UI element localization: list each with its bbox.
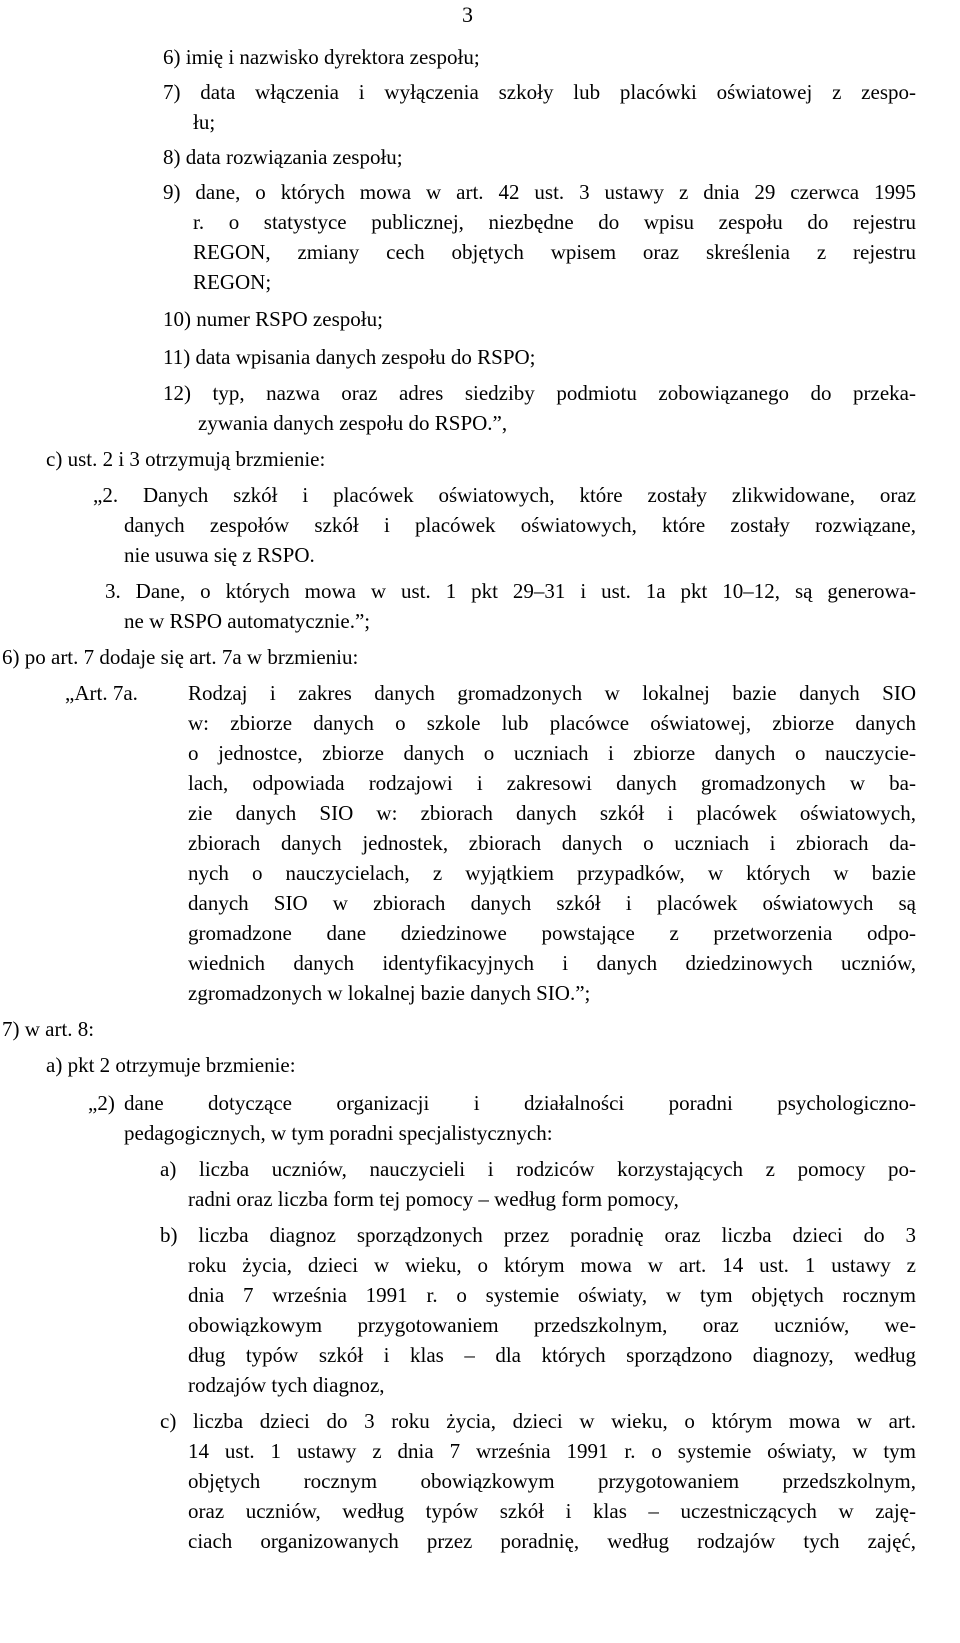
text-line: radni oraz liczba form tej pomocy – według form pomocy, <box>188 1187 679 1211</box>
text-line: r. o statystyce publicznej, niezbędne do wpisu zespołu do rejestru <box>193 210 916 234</box>
text-line: „2. Danych szkół i placówek oświatowych, które zostały zlikwidowane, oraz <box>93 483 916 507</box>
text-line: oraz uczniów, według typów szkół i klas – uczestniczących w zaję- <box>188 1499 916 1523</box>
text-line: gromadzone dane dziedzinowe powstające z przetworzenia odpo- <box>188 921 916 945</box>
text-line: 6) po art. 7 dodaje się art. 7a w brzmieniu: <box>2 645 359 669</box>
text-line: wiednich danych identyfikacyjnych i danych dziedzinowych uczniów, <box>188 951 916 975</box>
text-line: 7) w art. 8: <box>2 1017 95 1041</box>
text-line: c) ust. 2 i 3 otrzymują brzmienie: <box>46 447 326 471</box>
text-line: a) liczba uczniów, nauczycieli i rodziców korzystających z pomocy po- <box>160 1157 916 1181</box>
text-line: lach, odpowiada rodzajowi i zakresowi danych gromadzonych w ba- <box>188 771 916 795</box>
text-line: pedagogicznych, w tym poradni specjalistycznych: <box>124 1121 553 1145</box>
text-line: łu; <box>193 110 216 134</box>
text-line: zbiorach danych jednostek, zbiorach danych o uczniach i zbiorach da- <box>188 831 916 855</box>
text-line: „Art. 7a. <box>65 681 138 705</box>
text-line: dane dotyczące organizacji i działalności poradni psychologiczno- <box>124 1091 916 1115</box>
page-number: 3 <box>462 2 473 27</box>
text-line: o jednostce, zbiorze danych o uczniach i zbiorze danych o nauczycie- <box>188 741 916 765</box>
text-line: Rodzaj i zakres danych gromadzonych w lokalnej bazie danych SIO <box>188 681 916 705</box>
text-line: c) liczba dzieci do 3 roku życia, dzieci w wieku, o którym mowa w art. <box>160 1409 916 1433</box>
text-line: a) pkt 2 otrzymuje brzmienie: <box>46 1053 296 1077</box>
text-line: dług typów szkół i klas – dla których sporządzono diagnozy, według <box>188 1343 916 1367</box>
text-line: dnia 7 września 1991 r. o systemie oświaty, w tym objętych rocznym <box>188 1283 916 1307</box>
text-line: REGON; <box>193 270 272 294</box>
text-line: objętych rocznym obowiązkowym przygotowaniem przedszkolnym, <box>188 1469 916 1493</box>
text-line: REGON, zmiany cech objętych wpisem oraz skreślenia z rejestru <box>193 240 916 264</box>
text-line: 11) data wpisania danych zespołu do RSPO; <box>163 345 536 369</box>
text-line: 12) typ, nazwa oraz adres siedziby podmiotu zobowiązanego do przeka- <box>163 381 916 405</box>
text-line: 3. Dane, o których mowa w ust. 1 pkt 29–31 i ust. 1a pkt 10–12, są generowa- <box>105 579 916 603</box>
text-line: 6) imię i nazwisko dyrektora zespołu; <box>163 45 480 69</box>
text-line: 9) dane, o których mowa w art. 42 ust. 3 ustawy z dnia 29 czerwca 1995 <box>163 180 916 204</box>
text-line: ne w RSPO automatycznie.”; <box>124 609 371 633</box>
text-line: nych o nauczycielach, z wyjątkiem przypadków, w których w bazie <box>188 861 916 885</box>
text-line: 10) numer RSPO zespołu; <box>163 307 383 331</box>
text-line: danych SIO w zbiorach danych szkół i placówek oświatowych są <box>188 891 916 915</box>
text-line: 8) data rozwiązania zespołu; <box>163 145 403 169</box>
text-line: 7) data włączenia i wyłączenia szkoły lub placówki oświatowej z zespo- <box>163 80 916 104</box>
text-line: 14 ust. 1 ustawy z dnia 7 września 1991 r. o systemie oświaty, w tym <box>188 1439 916 1463</box>
text-line: ciach organizowanych przez poradnię, według rodzajów tych zajęć, <box>188 1529 916 1553</box>
text-line: obowiązkowym przygotowaniem przedszkolnym, oraz uczniów, we- <box>188 1313 916 1337</box>
text-line: danych zespołów szkół i placówek oświatowych, które zostały rozwiązane, <box>124 513 916 537</box>
text-line: roku życia, dzieci w wieku, o którym mowa w art. 14 ust. 1 ustawy z <box>188 1253 916 1277</box>
text-line: zywania danych zespołu do RSPO.”, <box>198 411 508 435</box>
text-line: b) liczba diagnoz sporządzonych przez poradnię oraz liczba dzieci do 3 <box>160 1223 916 1247</box>
text-line: w: zbiorze danych o szkole lub placówce oświatowej, zbiorze danych <box>188 711 916 735</box>
text-line: zgromadzonych w lokalnej bazie danych SIO.”; <box>188 981 591 1005</box>
text-line: rodzajów tych diagnoz, <box>188 1373 385 1397</box>
text-line: nie usuwa się z RSPO. <box>124 543 315 567</box>
text-line: „2) <box>88 1091 115 1115</box>
text-line: zie danych SIO w: zbiorach danych szkół i placówek oświatowych, <box>188 801 916 825</box>
